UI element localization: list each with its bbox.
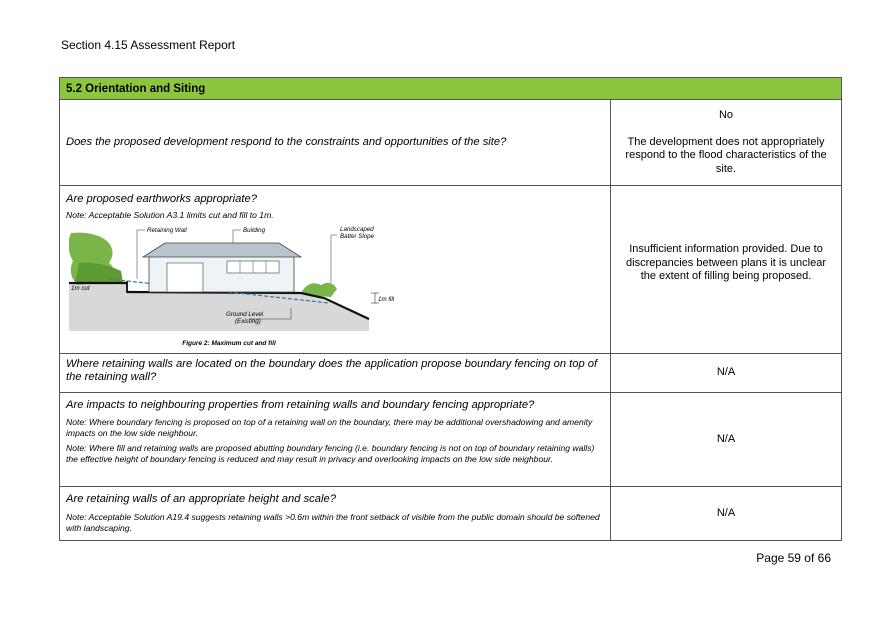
assessment-table (59, 77, 842, 541)
note-text: Note: Where boundary fencing is proposed on top of a retaining wall on the boundary, there may be additional overshadowing and amenity impacts on the low side neighbour. (66, 417, 593, 438)
label-landscaped: Landscaped (340, 225, 374, 233)
question-cell (60, 393, 611, 487)
label-building: Building (243, 226, 266, 234)
garage-door (167, 263, 203, 292)
label-retaining-wall: Retaining Wall (147, 226, 187, 234)
question-cell (60, 354, 611, 393)
note-text: Note: Acceptable Solution A19.4 suggests retaining walls >0.6m within the front setback of visible from the public domain should be softened with landscaping. (66, 512, 600, 533)
table-row (60, 100, 842, 186)
page-footer: Page 59 of 66 (756, 551, 831, 565)
question-cell (60, 487, 611, 541)
page-header: Section 4.15 Assessment Report (61, 38, 236, 52)
answer-cell (611, 487, 842, 541)
question-cell (60, 100, 611, 186)
question-text: Does the proposed development respond to the constraints and opportunities of the site? (66, 136, 507, 148)
figure (69, 223, 604, 350)
table-row (60, 186, 842, 354)
table-row (60, 393, 842, 487)
answer-cell (611, 393, 842, 487)
question-text: Where retaining walls are located on the boundary does the application propose boundary fencing on top of the retaining wall? (66, 358, 598, 383)
table-row (60, 487, 842, 541)
label-batter-slope: Batter Slope (340, 232, 375, 240)
answer-text: Insufficient information provided. Due to discrepancies between plans it is unclear the extent of filling being proposed. (626, 243, 826, 283)
section-title: 5.2 Orientation and Siting (60, 78, 842, 100)
answer-text: N/A (716, 432, 736, 445)
question-text: Are proposed earthworks appropriate? (66, 193, 257, 205)
answer-text: N/A (716, 366, 736, 379)
table-row (60, 354, 842, 393)
answer-title: No (718, 109, 734, 121)
label-ground-level: Ground Level (226, 310, 264, 318)
answer-cell (611, 100, 842, 186)
question-cell (60, 186, 611, 354)
question-text: Are impacts to neighbouring properties from retaining walls and boundary fencing appropriate? (66, 399, 535, 411)
label-fill: 1m fill (378, 295, 394, 303)
building-roof (143, 243, 301, 257)
figure-caption: Figure 2: Maximum cut and fill (182, 339, 276, 347)
cut-fill-diagram (69, 223, 394, 331)
label-cut: 1m cut (71, 284, 90, 292)
answer-text: The development does not appropriately respond to the flood characteristics of the site. (625, 135, 827, 175)
answer-text: N/A (716, 506, 736, 519)
section-header-row (60, 78, 842, 100)
note-text: Note: Acceptable Solution A3.1 limits cut and fill to 1m. (66, 210, 274, 220)
answer-cell (611, 354, 842, 393)
label-existing: (Existing) (235, 317, 261, 325)
answer-cell (611, 186, 842, 354)
question-text: Are retaining walls of an appropriate height and scale? (66, 493, 336, 505)
note-text: Note: Where fill and retaining walls are proposed abutting boundary fencing (i.e. boundary fencing is not on top of boundary retaining walls) the effective height of boundary fencing is reduced and may result in privacy and overlooking impacts on the low side neighbour. (66, 443, 595, 464)
